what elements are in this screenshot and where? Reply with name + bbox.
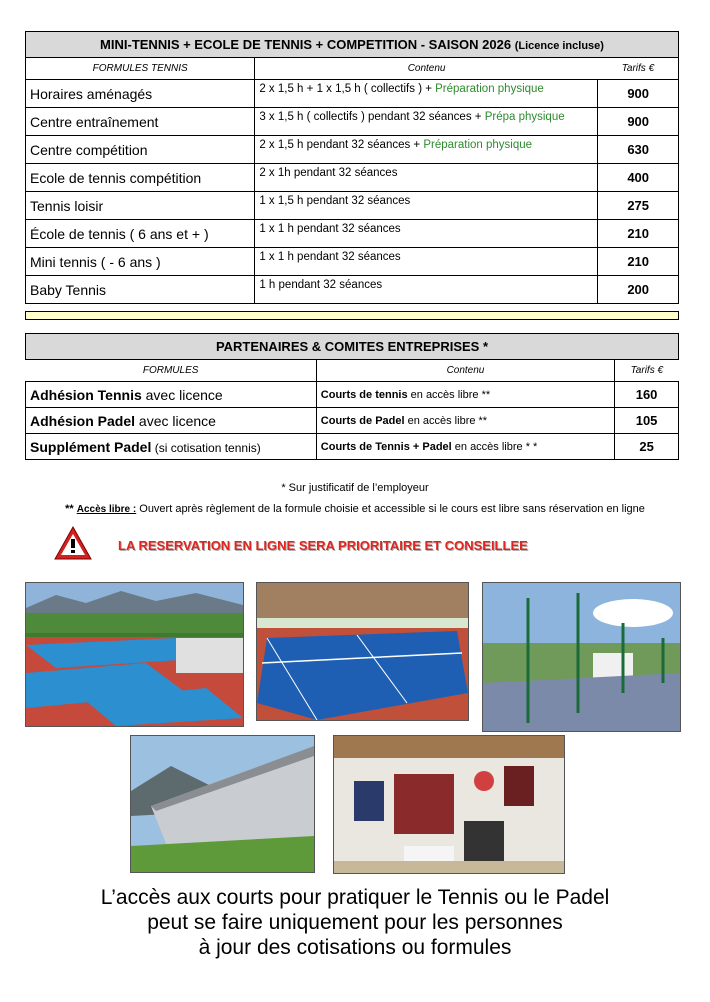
acces-label: Accès libre : — [76, 504, 137, 515]
col2-header-contenu: Contenu — [316, 360, 614, 382]
formula-name: Baby Tennis — [26, 276, 255, 304]
name-bold: Adhésion Tennis — [30, 386, 142, 403]
formula-name: École de tennis ( 6 ans et + ) — [26, 220, 255, 248]
footer-line-1: L’accès aux courts pour pratiquer le Tennis ou le Padel — [100, 886, 610, 909]
partner-formula-name — [26, 382, 317, 408]
content-rest: en accès libre ** — [407, 388, 491, 401]
formula-name: Ecole de tennis compétition — [26, 164, 255, 192]
reservation-warning: LA RESERVATION EN LIGNE SERA PRIORITAIRE ET CONSEILLEE — [118, 538, 528, 553]
table2-title: PARTENAIRES & COMITES ENTREPRISES * — [26, 334, 679, 360]
content-extra: Prépa physique — [484, 111, 565, 123]
formula-content — [255, 192, 598, 220]
table-row — [26, 408, 679, 434]
footer-line-2: peut se faire uniquement pour les personnes — [147, 911, 563, 934]
table-row — [26, 192, 679, 220]
col-header-tarifs: Tarifs € — [598, 58, 679, 80]
justificatif-note: * Sur justificatif de l’employeur — [281, 482, 429, 494]
content-rest: en accès libre * * — [451, 440, 538, 453]
formula-price: 275 — [598, 192, 679, 220]
tennis-formulas-table — [25, 31, 679, 304]
content-text: 2 x 1,5 h pendant 32 séances + — [259, 139, 421, 151]
partner-formula-name — [26, 408, 317, 434]
table-row — [26, 136, 679, 164]
formula-price: 900 — [598, 108, 679, 136]
col2-header-tarifs: Tarifs € — [615, 360, 679, 382]
formula-price: 210 — [598, 220, 679, 248]
table-row — [26, 382, 679, 408]
table-row — [26, 276, 679, 304]
content-text: 2 x 1,5 h + 1 x 1,5 h ( collectifs ) + — [259, 83, 432, 95]
table1-title-cell — [26, 32, 679, 58]
partner-formula-content — [316, 434, 614, 460]
formula-name: Centre compétition — [26, 136, 255, 164]
col-header-contenu: Contenu — [255, 58, 598, 80]
table-row — [26, 164, 679, 192]
formula-price: 900 — [598, 80, 679, 108]
formula-content — [255, 136, 598, 164]
partner-formulas-table — [25, 333, 679, 460]
formula-content — [255, 220, 598, 248]
partner-formula-price: 25 — [615, 434, 679, 460]
formula-price: 210 — [598, 248, 679, 276]
formula-name: Tennis loisir — [26, 192, 255, 220]
formula-price: 630 — [598, 136, 679, 164]
table1-title-note: (Licence incluse) — [514, 40, 604, 52]
content-text: 2 x 1h pendant 32 séances — [259, 167, 398, 179]
formula-price: 200 — [598, 276, 679, 304]
table-row — [26, 248, 679, 276]
content-text: 1 x 1,5 h pendant 32 séances — [259, 195, 411, 207]
formula-name: Horaires aménagés — [26, 80, 255, 108]
formula-name: Centre entraînement — [26, 108, 255, 136]
formula-content — [255, 276, 598, 304]
formula-price: 400 — [598, 164, 679, 192]
formula-content — [255, 80, 598, 108]
content-text: 1 x 1 h pendant 32 séances — [259, 223, 401, 235]
acces-prefix: ** — [65, 503, 74, 515]
formula-name: Mini tennis ( - 6 ans ) — [26, 248, 255, 276]
content-text: 1 x 1 h pendant 32 séances — [259, 251, 401, 263]
formula-content — [255, 164, 598, 192]
partner-formula-name — [26, 434, 317, 460]
content-bold: Courts de tennis — [320, 388, 408, 401]
content-extra: Préparation physique — [423, 139, 533, 151]
warning-triangle-icon — [53, 525, 93, 561]
content-text: 1 h pendant 32 séances — [259, 279, 383, 291]
table-row — [26, 80, 679, 108]
name-rest: (si cotisation tennis) — [151, 440, 261, 455]
name-rest: avec licence — [135, 412, 216, 429]
col2-header-formules: FORMULES — [26, 360, 317, 382]
acces-libre-note — [0, 503, 710, 515]
footer-line-3: à jour des cotisations ou formules — [198, 936, 512, 959]
col-header-formules: FORMULES TENNIS — [26, 58, 255, 80]
clubhouse-interior-photo — [333, 735, 565, 874]
table-row — [26, 434, 679, 460]
content-bold: Courts de Padel — [320, 414, 405, 427]
name-bold: Supplément Padel — [30, 438, 152, 455]
name-bold: Adhésion Padel — [30, 412, 136, 429]
separator-bar — [25, 311, 679, 320]
table1-title: MINI-TENNIS + ECOLE DE TENNIS + COMPETITION - SAISON 2026 — [100, 37, 512, 52]
aerial-courts-photo — [25, 582, 244, 727]
partner-formula-content — [316, 408, 614, 434]
formula-content — [255, 248, 598, 276]
content-bold: Courts de Tennis + Padel — [320, 440, 452, 453]
content-extra: Préparation physique — [435, 83, 544, 95]
hall-exterior-photo — [130, 735, 315, 873]
content-rest: en accès libre ** — [404, 414, 488, 427]
partner-formula-price: 105 — [615, 408, 679, 434]
partner-formula-price: 160 — [615, 382, 679, 408]
padel-court-photo — [482, 582, 681, 732]
acces-text: Ouvert après règlement de la formule choisie et accessible si le cours est libre sans réservation en ligne — [136, 503, 645, 515]
table-row — [26, 220, 679, 248]
table-row — [26, 108, 679, 136]
partner-formula-content — [316, 382, 614, 408]
name-rest: avec licence — [141, 386, 223, 403]
formula-content — [255, 108, 598, 136]
content-text: 3 x 1,5 h ( collectifs ) pendant 32 séances + — [259, 111, 482, 123]
indoor-court-photo — [256, 582, 469, 721]
